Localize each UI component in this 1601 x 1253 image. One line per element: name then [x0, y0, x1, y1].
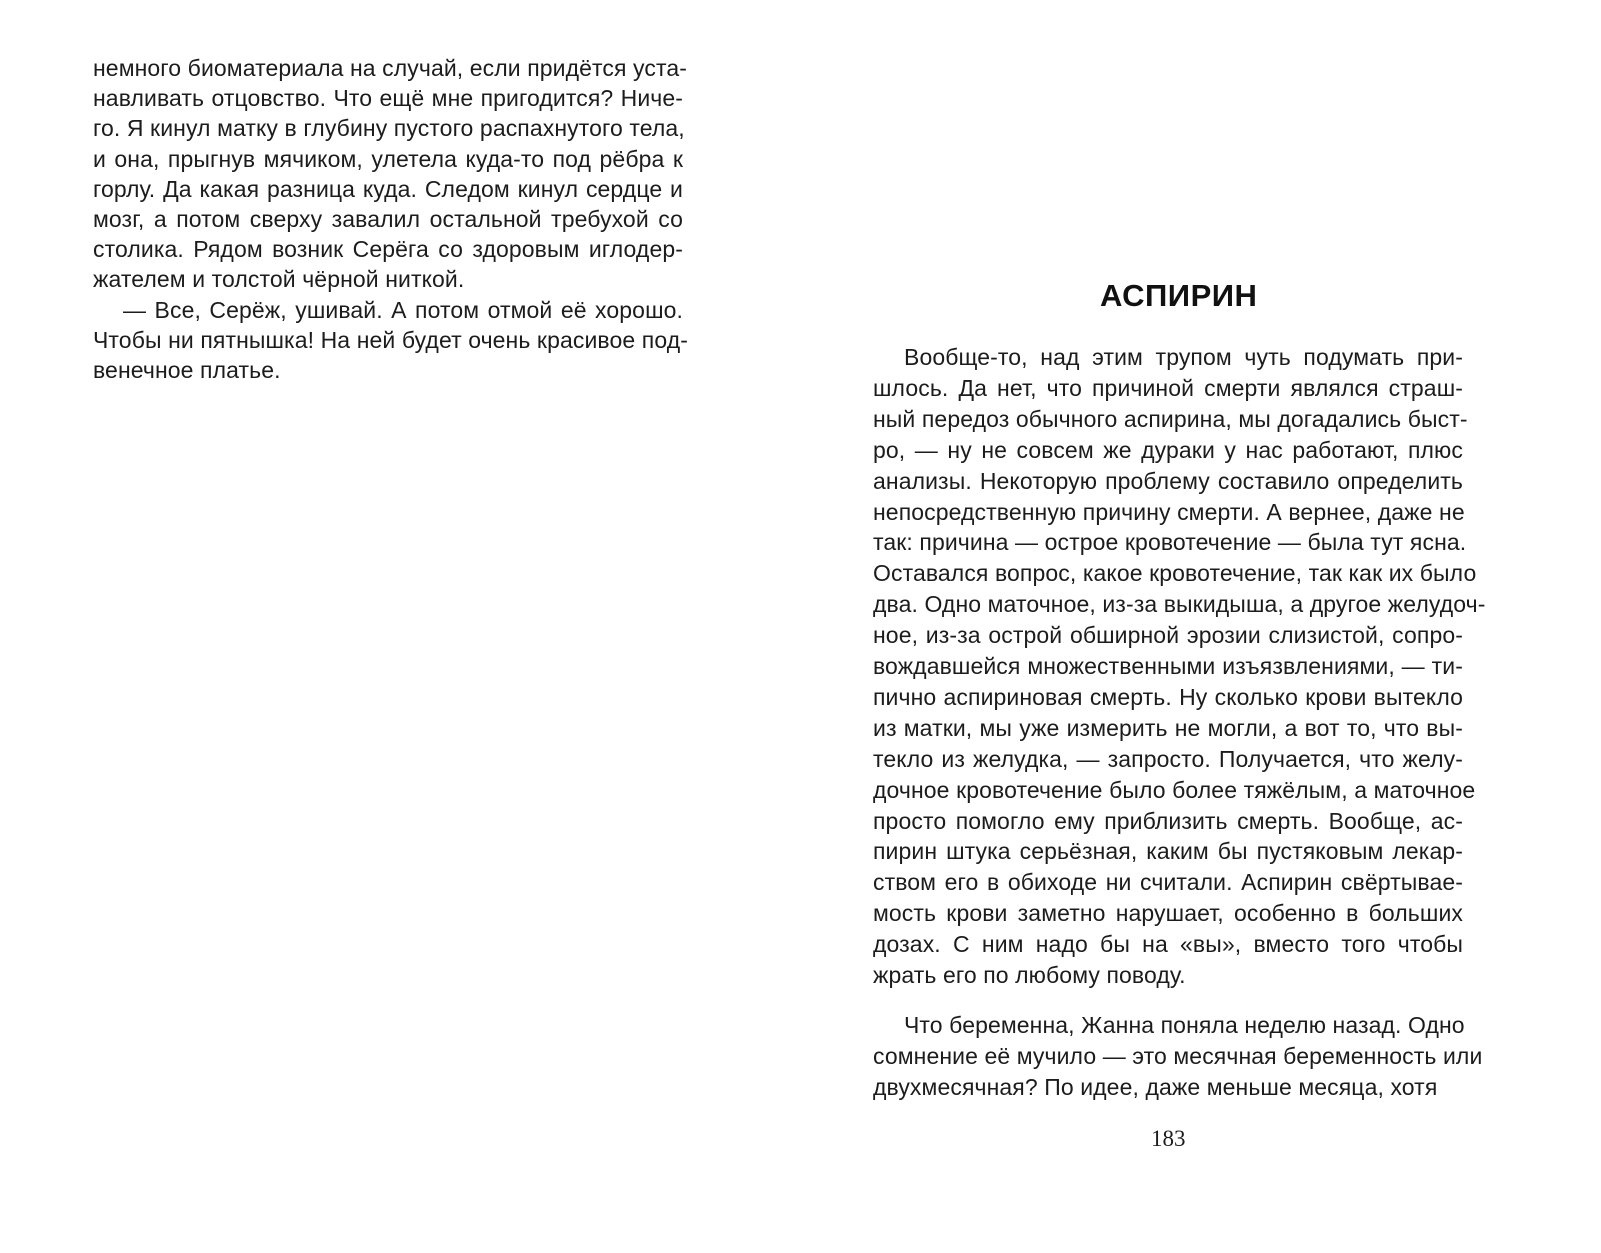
- text-line: двухмесячная? По идее, даже меньше месяца, хотя: [873, 1073, 1438, 1100]
- text-line: ное, из-за острой обширной эрозии слизистой, сопро-: [873, 622, 1463, 649]
- text-line: непосредственную причину смерти. А вернее, даже не: [873, 498, 1465, 525]
- text-line: вождавшейся множественными изъязвлениями, — ти-: [873, 653, 1463, 679]
- text-line: пично аспириновая смерть. Ну сколько крови вытекло: [873, 683, 1463, 710]
- chapter-title: АСПИРИН: [1100, 278, 1258, 313]
- text-line: жателем и толстой чёрной ниткой.: [93, 266, 465, 293]
- text-line: мость крови заметно нарушает, особенно в больших: [873, 900, 1463, 927]
- text-line: венечное платье.: [93, 357, 281, 383]
- text-line: Вообще-то, над этим трупом чуть подумать при-: [904, 344, 1463, 370]
- text-line: мозг, а потом сверху завалил остальной требухой со: [93, 206, 683, 232]
- text-line: так: причина — острое кровотечение — была тут ясна.: [873, 529, 1467, 556]
- text-line: ством его в обиходе ни считали. Аспирин свёртывае-: [873, 869, 1463, 896]
- text-line: Чтобы ни пятнышка! На ней будет очень красивое под-: [93, 326, 688, 353]
- text-line: Что беременна, Жанна поняла неделю назад. Одно: [904, 1012, 1465, 1038]
- text-line: жрать его по любому поводу.: [873, 962, 1186, 988]
- text-line: пирин штука серьёзная, каким бы пустяковым лекар-: [873, 838, 1463, 865]
- left-page: [0, 0, 760, 1253]
- text-line: и она, прыгнув мячиком, улетела куда-то под рёбра к: [93, 145, 683, 172]
- text-line: шлось. Да нет, что причиной смерти являлся страш-: [873, 374, 1463, 401]
- text-line: анализы. Некоторую проблему составило определить: [873, 467, 1463, 494]
- text-line: горлу. Да какая разница куда. Следом кинул сердце и: [93, 175, 683, 202]
- text-line: сомнение её мучило — это месячная беременность или: [873, 1042, 1483, 1069]
- text-line: из матки, мы уже измерить не могли, а вот то, что вы-: [873, 714, 1463, 741]
- text-line: столика. Рядом возник Серёга со здоровым иглодер-: [93, 236, 683, 263]
- text-line: два. Одно маточное, из-за выкидыша, а другое желудоч-: [873, 591, 1486, 618]
- text-line: — Все, Серёж, ушивай. А потом отмой её хорошо.: [123, 296, 683, 323]
- text-line: го. Я кинул матку в глубину пустого распахнутого тела,: [93, 115, 685, 142]
- text-line: ный передоз обычного аспирина, мы догадались быст-: [873, 405, 1468, 432]
- text-line: текло из желудка, — запросто. Получается, что желу-: [873, 745, 1463, 772]
- text-line: дозах. С ним надо бы на «вы», вместо того чтобы: [873, 931, 1463, 958]
- text-line: Оставался вопрос, какое кровотечение, так как их было: [873, 560, 1477, 587]
- text-line: немного биоматериала на случай, если придётся уста-: [93, 55, 688, 81]
- text-line: ро, — ну не совсем же дураки у нас работают, плюс: [873, 436, 1463, 463]
- page-number: 183: [1151, 1126, 1186, 1151]
- text-line: дочное кровотечение было более тяжёлым, а маточное: [873, 776, 1476, 803]
- text-line: навливать отцовство. Что ещё мне пригодится? Ниче-: [93, 85, 683, 112]
- text-line: просто помогло ему приблизить смерть. Вообще, ас-: [873, 807, 1463, 834]
- right-page: [800, 0, 1601, 1253]
